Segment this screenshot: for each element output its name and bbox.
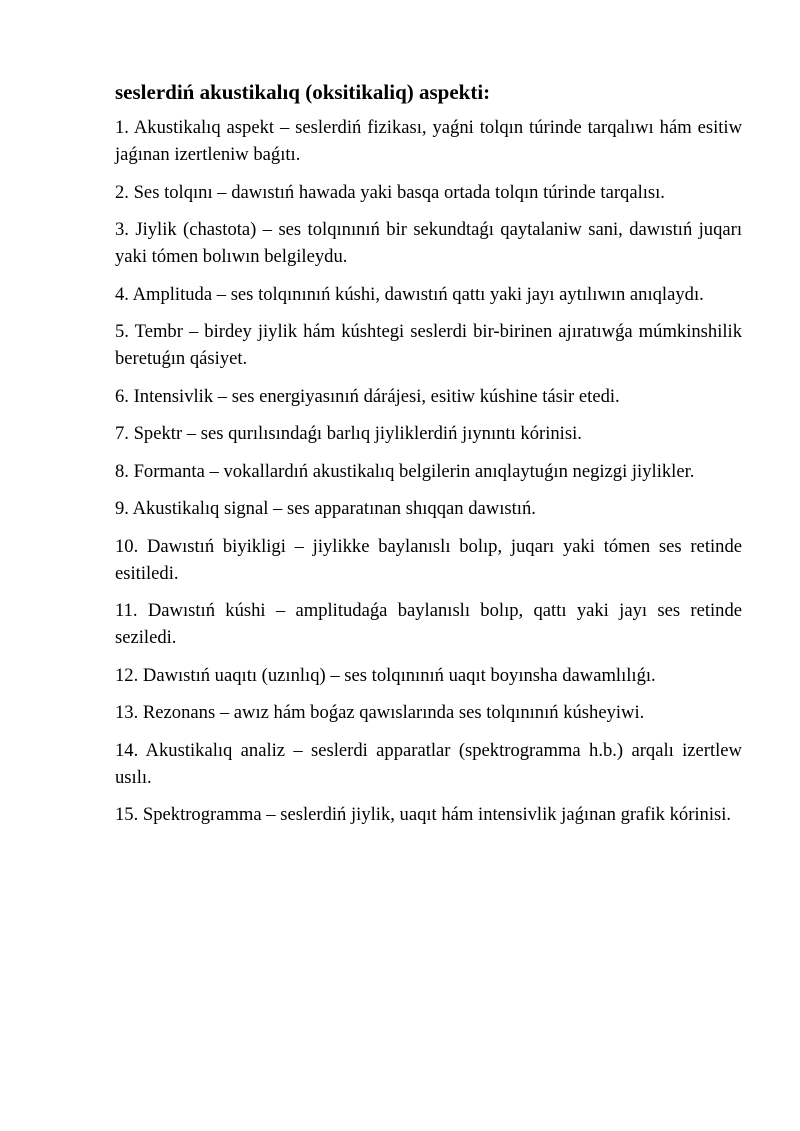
list-item: 14. Akustikalıq analiz – seslerdi apparatlar (spektrogramma h.b.) arqalı izertlew usılı. [115, 739, 742, 788]
list-item: 15. Spektrogramma – seslerdiń jiylik, uaqıt hám intensivlik jaǵınan grafik kórinisi. [115, 804, 732, 825]
list-item: 13. Rezonans – awız hám boǵaz qawıslarında ses tolqınınıń kúsheyiwi. [115, 702, 645, 723]
list-item: 1. Akustikalıq aspekt – seslerdiń fizikası, yaǵni tolqın túrinde tarqalıwı hám esitiw jaǵınan izertleniw baǵıtı. [115, 117, 742, 165]
list-item: 12. Dawıstıń uaqıtı (uzınlıq) – ses tolqınınıń uaqıt boyınsha dawamlılıǵı. [115, 664, 656, 686]
list-item: 2. Ses tolqını – dawıstıń hawada yaki basqa ortada tolqın túrinde tarqalısı. [115, 181, 665, 203]
list-item: 9. Akustikalıq signal – ses apparatınan shıqqan dawıstıń. [115, 498, 536, 519]
document-page [115, 78, 742, 839]
list-item: 10. Dawıstıń biyikligi – jiylikke baylanıslı bolıp, juqarı yaki tómen ses retinde esitiledi. [115, 535, 742, 584]
list-item: 6. Intensivlik – ses energiyasınıń dárájesi, esitiw kúshine tásir etedi. [115, 385, 620, 407]
document-heading: seslerdiń akustikalıq (oksitikaliq) aspekti: [115, 80, 491, 104]
list-item: 7. Spektr – ses qurılısındaǵı barlıq jiyliklerdiń jıynıntı kórinisi. [115, 423, 582, 444]
list-item: 3. Jiylik (chastota) – ses tolqınınıń bir sekundtaǵı qaytalaniw sani, dawıstıń juqarı yaki tómen bolıwın belgileydu. [115, 219, 742, 267]
list-item: 8. Formanta – vokallardıń akustikalıq belgilerin anıqlaytuǵın negizgi jiylikler. [115, 460, 695, 482]
list-item: 4. Amplituda – ses tolqınınıń kúshi, dawıstıń qattı yaki jayı aytılıwın anıqlaydı. [115, 283, 704, 305]
list-item: 5. Tembr – birdey jiylik hám kúshtegi seslerdi bir-birinen ajıratıwǵa múmkinshilik beretuǵın qásiyet. [115, 321, 742, 369]
definition-list [115, 114, 742, 828]
list-item: 11. Dawıstıń kúshi – amplitudaǵa baylanıslı bolıp, qattı yaki jayı ses retinde seziledi. [115, 600, 742, 648]
